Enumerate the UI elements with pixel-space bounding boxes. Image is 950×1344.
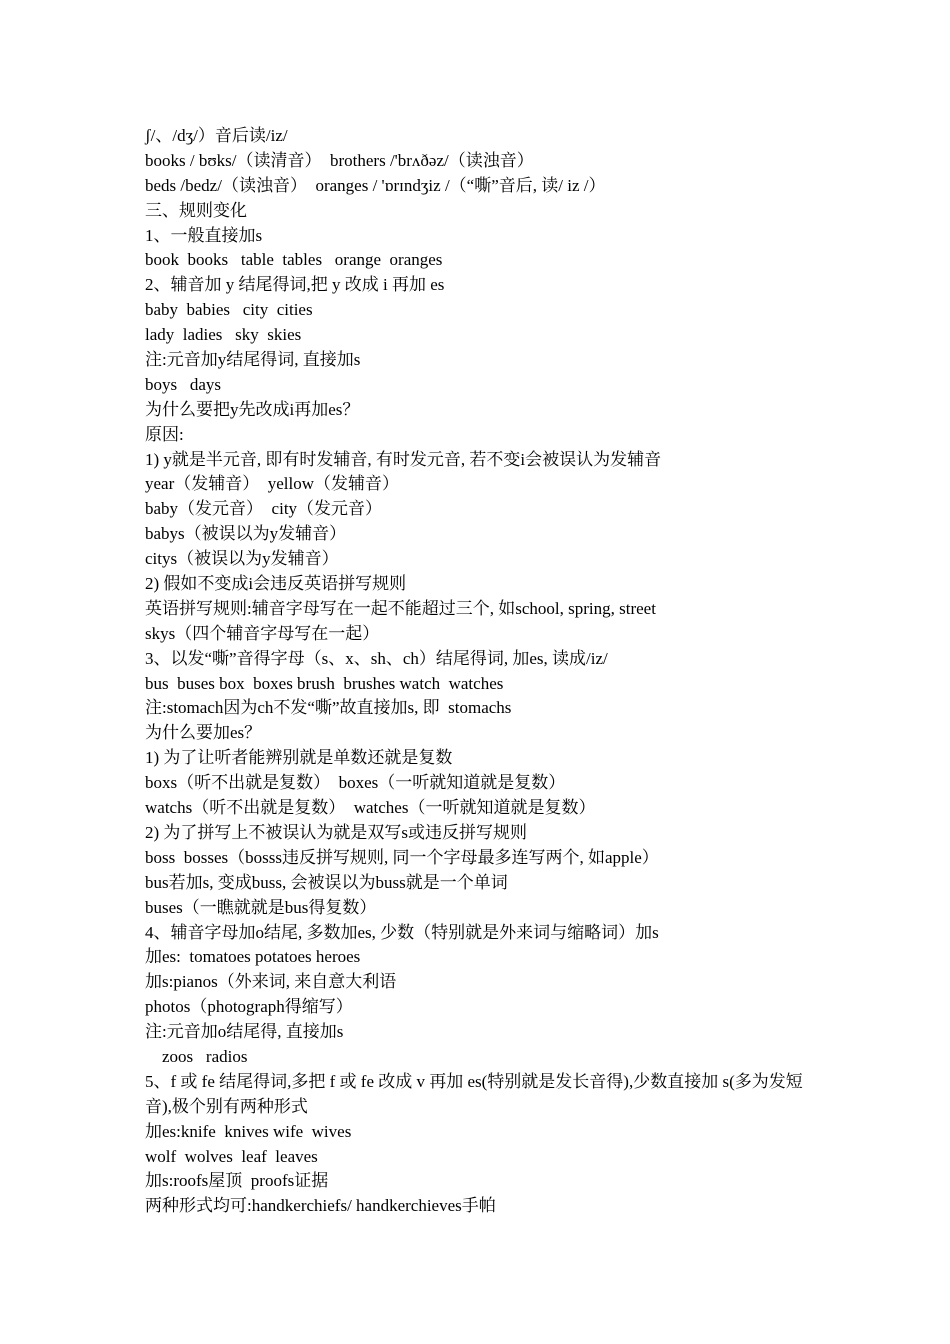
text-line: wolf wolves leaf leaves [145,1146,318,1166]
text-line: 原因: [145,424,184,444]
question-line: 为什么要加es？ [145,723,262,743]
note-line: 注:元音加o结尾得, 直接加s [145,1022,344,1042]
text-line: 2) 假如不变成i会违反英语拼写规则 [145,574,407,594]
text-line: citys（被误以为y发辅音） [145,549,339,569]
text-line: lady ladies sky skies [145,325,302,345]
text-line: 1) y就是半元音, 即有时发辅音, 有时发元音, 若不变i会被误认为发辅音 [145,449,662,469]
text-line: boys days [145,374,222,394]
text-line: book books table tables orange oranges [145,250,443,270]
text-line: watchs（听不出就是复数） watches（一听就知道就是复数） [145,798,596,818]
text-line: 加es:knife knives wife wives [145,1121,352,1141]
text-line: zoos radios [145,1046,248,1066]
section-heading: 三、规则变化 [145,200,247,220]
note-line: 注:stomach因为ch不发“嘶”故直接加s, 即 stomachs [145,698,512,718]
text-line: bus buses box boxes brush brushes watch watches [145,673,504,693]
question-line: 为什么要把y先改成i再加es？ [145,399,360,419]
text-line: 加s:roofs屋顶 proofs证据 [145,1171,329,1191]
text-line: boss bosses（bosss违反拼写规则, 同一个字母最多连写两个, 如apple） [145,847,659,867]
text-line: ʃ/、/dʒ/）音后读/iz/ [145,126,288,145]
text-line: 两种形式均可:handkerchiefs/ handkerchieves手帕 [145,1196,496,1216]
rule-heading: 3、以发“嘶”音得字母（s、x、sh、ch）结尾得词, 加es, 读成/iz/ [145,648,608,668]
text-line: 加s:pianos（外来词, 来自意大利语 [145,972,397,992]
text-line: baby babies city cities [145,300,313,320]
document-body [145,124,825,1219]
note-line: 注:元音加y结尾得词, 直接加s [145,350,361,370]
rule-heading: 1、一般直接加s [145,225,263,245]
rule-heading: 4、辅音字母加o结尾, 多数加es, 少数（特别就是外来词与缩略词）加s [145,922,659,942]
text-line: baby（发元音） city（发元音） [145,499,383,519]
text-line: photos（photograph得缩写） [145,997,353,1017]
text-line: bus若加s, 变成buss, 会被误以为buss就是一个单词 [145,872,508,892]
text-line: 1) 为了让听者能辨别就是单数还就是复数 [145,748,453,768]
text-line: 英语拼写规则:辅音字母写在一起不能超过三个, 如school, spring, street [145,598,656,618]
text-line: babys（被误以为y发辅音） [145,524,347,544]
text-line: beds /bedz/（读浊音） oranges / 'ɒrɪndʒiz /（“嘶”音后, 读/ iz /） [145,175,606,195]
rule-heading: 2、辅音加 y 结尾得词,把 y 改成 i 再加 es [145,275,445,295]
text-line: year（发辅音） yellow（发辅音） [145,474,400,494]
text-line: 加es: tomatoes potatoes heroes [145,947,361,967]
text-line: buses（一瞧就就是bus得复数） [145,897,377,917]
text-line: 2) 为了拼写上不被误认为就是双写s或违反拼写规则 [145,822,528,842]
rule-heading: 5、f 或 fe 结尾得词,多把 f 或 fe 改成 v 再加 es(特别就是发长音得),少数直接加 s(多为发短音),极个别有两种形式 [145,1071,803,1116]
text-line: skys（四个辅音字母写在一起） [145,623,380,643]
text-line: boxs（听不出就是复数） boxes（一听就知道就是复数） [145,773,566,793]
text-line: books / bʊks/（读清音） brothers /'brʌðəz/（读浊音） [145,150,534,170]
